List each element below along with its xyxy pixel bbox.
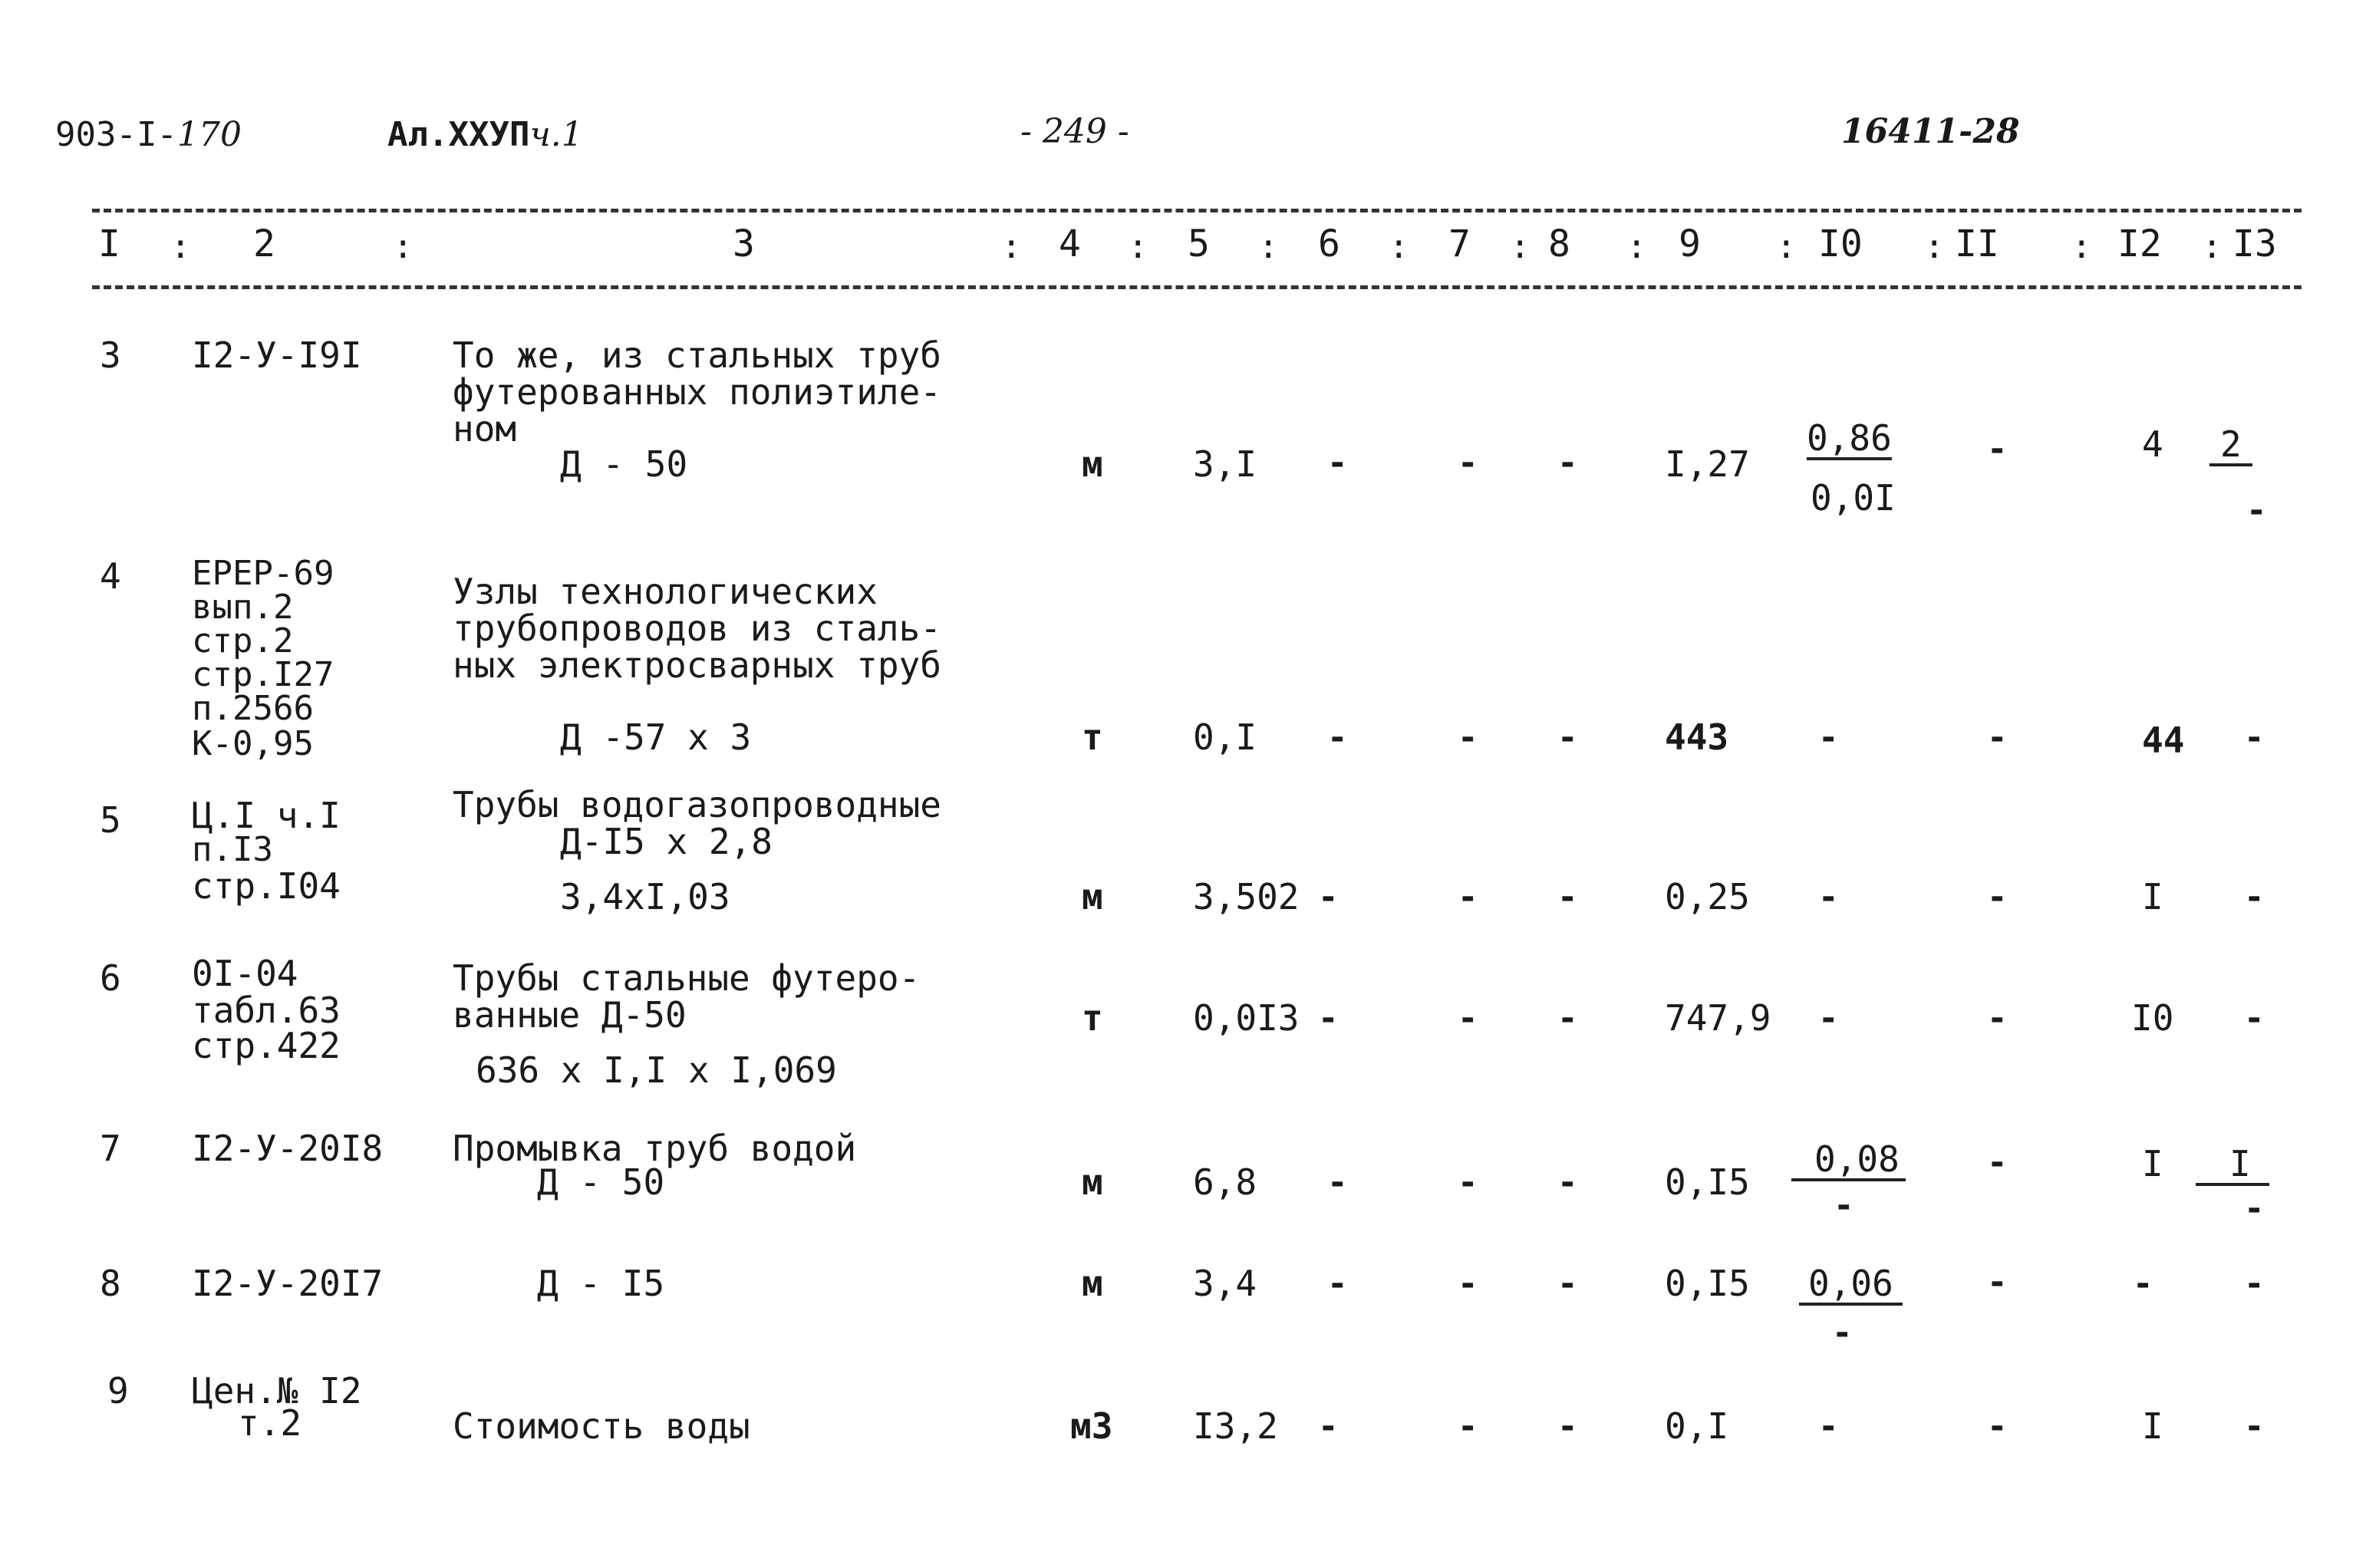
column-number: I2 xyxy=(2117,222,2162,265)
column-number: 8 xyxy=(1548,222,1570,265)
description-line: Стоимость воды xyxy=(453,1405,750,1447)
column-separator: : xyxy=(170,227,191,266)
col10-value: - xyxy=(1818,718,1839,757)
col6-value: - xyxy=(1327,1163,1348,1202)
col10-denominator: 0,0I xyxy=(1811,477,1896,519)
col9-value: 443 xyxy=(1665,716,1729,758)
col10-denominator: - xyxy=(1832,1313,1853,1352)
code-line: I2-У-20I7 xyxy=(192,1263,384,1304)
column-separator: : xyxy=(1510,227,1531,266)
col11-value: - xyxy=(1987,878,2008,917)
description-line: Промывка труб водой xyxy=(453,1128,857,1169)
code-line: вып.2 xyxy=(192,588,294,627)
col10-numerator: 0,06 xyxy=(1799,1266,1903,1306)
quantity: 3,4 xyxy=(1193,1263,1257,1304)
code-line: стр.422 xyxy=(192,1025,341,1066)
col9-value: 0,I5 xyxy=(1665,1263,1750,1304)
col8-value: - xyxy=(1557,1264,1578,1303)
row-number: 7 xyxy=(100,1128,121,1169)
code-line: п.2566 xyxy=(192,689,314,728)
col6-value: - xyxy=(1318,1407,1339,1446)
col9-value: 0,25 xyxy=(1665,876,1750,917)
col6-value: - xyxy=(1327,443,1348,483)
col6-value: - xyxy=(1318,878,1339,917)
description-line: Трубы стальные футеро- xyxy=(453,957,921,999)
unit: т xyxy=(1082,997,1103,1039)
description-line: трубопроводов из сталь- xyxy=(453,608,941,649)
column-separator: : xyxy=(1258,227,1279,266)
description-line: Трубы водогазопроводные xyxy=(453,784,941,825)
col9-value: 747,9 xyxy=(1665,997,1771,1039)
col10-value: - xyxy=(1818,1407,1839,1446)
unit: м xyxy=(1082,1161,1103,1203)
col13-denominator: - xyxy=(2246,491,2267,530)
quantity: 3,502 xyxy=(1193,876,1300,917)
code-line: п.I3 xyxy=(192,830,273,869)
col7-value: - xyxy=(1458,443,1478,483)
code-line: I2-У-I9I xyxy=(192,334,362,376)
description-line: футерованных полиэтиле- xyxy=(453,371,941,413)
album-reference-handwritten: ч.1 xyxy=(529,115,583,154)
description-line: Узлы технологических xyxy=(453,571,878,612)
code-line: т.2 xyxy=(238,1402,302,1444)
code-line: Цен.№ I2 xyxy=(192,1370,362,1412)
col9-value: 0,I5 xyxy=(1665,1161,1750,1203)
col12-value: 4 xyxy=(2142,423,2163,465)
column-separator: : xyxy=(1776,227,1797,266)
col12-value: I xyxy=(2142,1405,2163,1447)
row-number: 9 xyxy=(107,1370,129,1412)
col6-value: - xyxy=(1327,1264,1348,1303)
unit: м xyxy=(1082,876,1103,917)
row-number: 5 xyxy=(100,799,121,841)
album-reference xyxy=(387,115,583,154)
code-line: К-0,95 xyxy=(192,724,314,763)
col8-value: - xyxy=(1557,718,1578,757)
column-number: 4 xyxy=(1059,222,1081,265)
col11-value: - xyxy=(1987,1407,2008,1446)
unit: т xyxy=(1082,716,1103,758)
col12-value: I xyxy=(2142,876,2163,917)
col13-denominator: - xyxy=(2244,1189,2265,1228)
col13-numerator: I xyxy=(2196,1146,2269,1186)
col7-value: - xyxy=(1458,1163,1478,1202)
row-number: 3 xyxy=(100,334,121,376)
column-separator: : xyxy=(1389,227,1409,266)
col10-denominator: - xyxy=(1834,1186,1854,1225)
col10-numerator: 0,08 xyxy=(1791,1141,1906,1181)
col9-value: I,27 xyxy=(1665,443,1750,485)
column-number: I3 xyxy=(2232,222,2277,265)
description-size: Д - 50 xyxy=(560,443,688,485)
row-number: 4 xyxy=(100,555,121,597)
code-line: Ц.I ч.I xyxy=(192,795,341,836)
col13-value: - xyxy=(2244,1407,2265,1446)
quantity: I3,2 xyxy=(1193,1405,1278,1447)
col11-value: - xyxy=(1987,1143,2008,1182)
unit: м xyxy=(1082,1263,1103,1304)
header-top-rule xyxy=(92,209,2302,212)
col7-value: - xyxy=(1458,999,1478,1038)
description-size: Д -57 х 3 xyxy=(560,716,752,758)
description-line: Д - 50 xyxy=(537,1161,665,1203)
description-line: Д-I5 х 2,8 xyxy=(560,821,773,862)
code-line: табл.63 xyxy=(192,990,341,1031)
col8-value: - xyxy=(1557,1163,1578,1202)
column-separator: : xyxy=(1626,227,1647,266)
col11-value: - xyxy=(1987,1263,2008,1302)
quantity: 0,I xyxy=(1193,716,1257,758)
col7-value: - xyxy=(1458,878,1478,917)
column-number: II xyxy=(1955,222,1999,265)
description-size: 636 х I,I х I,069 xyxy=(476,1049,837,1091)
col8-value: - xyxy=(1557,878,1578,917)
code-line: стр.2 xyxy=(192,621,294,660)
col6-value: - xyxy=(1327,718,1348,757)
col8-value: - xyxy=(1557,1407,1578,1446)
quantity: 3,I xyxy=(1193,443,1257,485)
col10-value: - xyxy=(1818,999,1839,1038)
column-separator: : xyxy=(1128,227,1148,266)
column-separator: : xyxy=(393,227,414,266)
col8-value: - xyxy=(1557,443,1578,483)
column-number: I xyxy=(98,222,120,265)
row-number: 6 xyxy=(100,957,121,999)
description-line: ном xyxy=(453,408,517,450)
col12-value: - xyxy=(2133,1264,2153,1303)
column-separator: : xyxy=(2202,227,2223,266)
col13-value: - xyxy=(2244,718,2265,757)
column-number: 7 xyxy=(1448,222,1471,265)
column-separator: : xyxy=(1001,227,1022,266)
column-number: 3 xyxy=(733,222,755,265)
code-line: 0I-04 xyxy=(192,953,298,994)
column-separator: : xyxy=(1924,227,1945,266)
unit: м3 xyxy=(1070,1405,1113,1447)
col11-value: - xyxy=(1987,430,2008,469)
column-number: 5 xyxy=(1188,222,1210,265)
album-reference-print: Ал.XXУП xyxy=(387,115,530,154)
inventory-number: 16411-28 xyxy=(1841,112,2020,151)
document-code-handwritten: 170 xyxy=(176,115,242,154)
col11-value: - xyxy=(1987,999,2008,1038)
column-number: 2 xyxy=(253,222,275,265)
col7-value: - xyxy=(1458,1407,1478,1446)
col6-value: - xyxy=(1318,999,1339,1038)
col13-value: - xyxy=(2244,1264,2265,1303)
unit: м xyxy=(1082,443,1103,485)
col13-numerator: 2 xyxy=(2209,427,2252,466)
code-line: стр.I04 xyxy=(192,865,341,907)
col11-value: - xyxy=(1987,718,2008,757)
col10-value: - xyxy=(1818,878,1839,917)
col10-numerator: 0,86 xyxy=(1807,417,1892,459)
column-separator: : xyxy=(2071,227,2092,266)
page-number: - 249 - xyxy=(1020,112,1129,151)
column-number: 6 xyxy=(1318,222,1340,265)
document-code-print: 903-I- xyxy=(55,115,177,154)
col7-value: - xyxy=(1458,1264,1478,1303)
col9-value: 0,I xyxy=(1665,1405,1729,1447)
col13-value: - xyxy=(2244,999,2265,1038)
document-code xyxy=(55,115,242,154)
col13-value: - xyxy=(2244,878,2265,917)
col8-value: - xyxy=(1557,999,1578,1038)
column-number: I0 xyxy=(1818,222,1863,265)
header-bottom-rule xyxy=(92,285,2302,289)
col12-value: 44 xyxy=(2142,720,2185,761)
description-line: То же, из стальных труб xyxy=(453,334,941,376)
column-number: 9 xyxy=(1679,222,1701,265)
col12-value: I0 xyxy=(2131,997,2174,1039)
quantity: 6,8 xyxy=(1193,1161,1257,1203)
description-line: ванные Д-50 xyxy=(453,994,687,1036)
row-number: 8 xyxy=(100,1263,121,1304)
code-line: I2-У-20I8 xyxy=(192,1128,384,1169)
col12-value: I xyxy=(2142,1143,2163,1184)
quantity: 0,0I3 xyxy=(1193,997,1300,1039)
description-size: 3,4хI,03 xyxy=(560,876,730,917)
col7-value: - xyxy=(1458,718,1478,757)
description-line: Д - I5 xyxy=(537,1263,665,1304)
code-line: ЕРЕР-69 xyxy=(192,554,334,593)
code-line: стр.I27 xyxy=(192,655,334,694)
description-line: ных электросварных труб xyxy=(453,644,941,686)
